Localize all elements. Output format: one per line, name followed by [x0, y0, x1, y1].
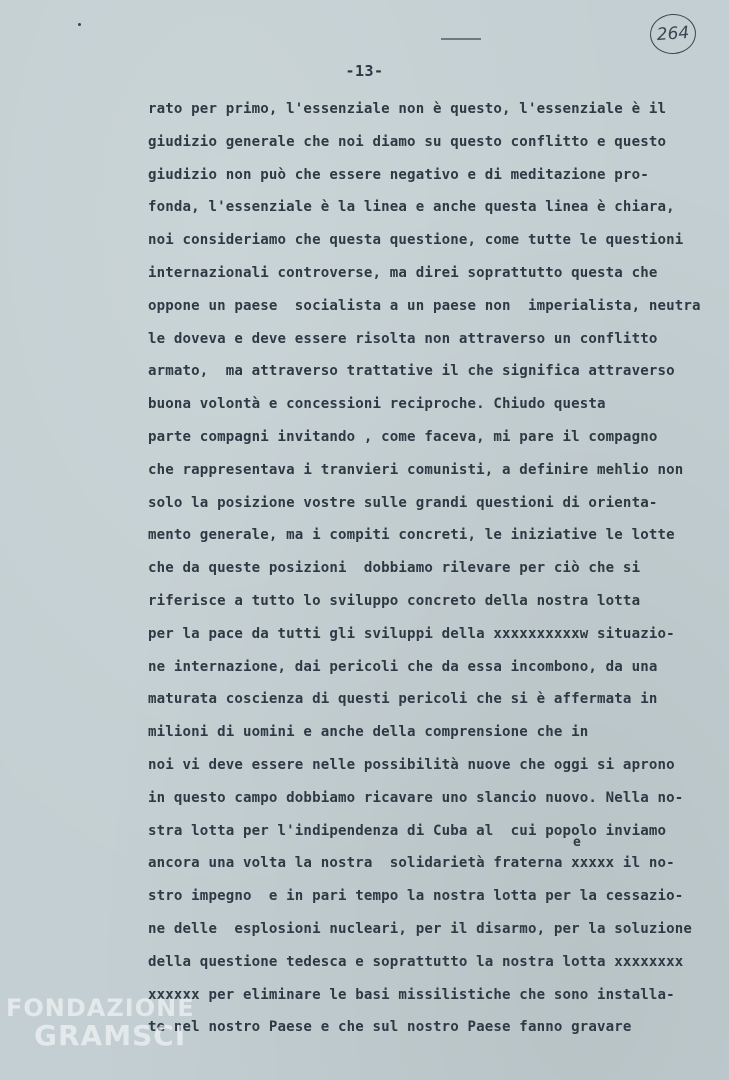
ink-dot — [78, 23, 81, 26]
watermark-line-1: FONDAZIONE — [6, 994, 195, 1022]
top-rule — [441, 38, 481, 40]
text-line: xxxxxx per eliminare le basi missilistiche che sono installa- — [148, 986, 675, 1003]
text-line: te nel nostro Paese e che sul nostro Paese fanno gravare — [148, 1019, 632, 1036]
text-line: buona volontà e concessioni reciproche. Chiudo questa — [148, 396, 606, 413]
typed-text — [148, 93, 728, 1044]
text-line: ancora una volta la nostra solidarietà fraterna xxxxx il no- — [148, 855, 675, 872]
text-line: in questo campo dobbiamo ricavare uno slancio nuovo. Nella no- — [148, 789, 684, 806]
text-line: fonda, l'essenziale è la linea e anche questa linea è chiara, — [148, 199, 675, 216]
interlinear-correction: e — [573, 835, 581, 850]
text-line: riferisce a tutto lo sviluppo concreto della nostra lotta — [148, 592, 641, 609]
text-line: mento generale, ma i compiti concreti, le iniziative le lotte — [148, 527, 675, 544]
text-line: rato per primo, l'essenziale non è questo, l'essenziale è il — [148, 101, 667, 117]
text-line: noi vi deve essere nelle possibilità nuove che oggi si aprono — [148, 756, 675, 773]
text-line: internazionali controverse, ma direi soprattutto questa che — [148, 264, 658, 281]
text-line: parte compagni invitando , come faceva, mi pare il compagno — [148, 428, 658, 445]
text-line: maturata coscienza di questi pericoli che si è affermata in — [148, 691, 658, 708]
text-line: giudizio non può che essere negativo e di meditazione pro- — [148, 166, 649, 183]
text-line: oppone un paese socialista a un paese non imperialista, neutra — [148, 297, 701, 314]
text-line: noi consideriamo che questa questione, come tutte le questioni — [148, 232, 684, 249]
text-line: ne delle esplosioni nucleari, per il disarmo, per la soluzione — [148, 920, 693, 937]
text-line: ne internazione, dai pericoli che da essa incombono, da una — [148, 658, 658, 675]
text-line: solo la posizione vostre sulle grandi questioni di orienta- — [148, 494, 658, 511]
text-line: stra lotta per l'indipendenza di Cuba al cui popolo inviamo — [148, 822, 667, 839]
text-line: armato, ma attraverso trattative il che significa attraverso — [148, 363, 675, 380]
text-line: milioni di uomini e anche della comprensione che in — [148, 724, 589, 741]
text-line: della questione tedesca e soprattutto la nostra lotta xxxxxxxx — [148, 953, 684, 970]
text-line: le doveva e deve essere risolta non attraverso un conflitto — [148, 330, 658, 347]
archive-stamp: 264 — [649, 12, 698, 55]
text-line: giudizio generale che noi diamo su questo conflitto e questo — [148, 133, 667, 150]
watermark-line-2: GRAMSCI — [34, 1019, 187, 1052]
text-line: per la pace da tutti gli sviluppi della xxxxxxxxxxw situazio- — [148, 625, 675, 642]
watermark-logo — [6, 996, 195, 1050]
text-line: stro impegno e in pari tempo la nostra lotta per la cessazio- — [148, 888, 684, 905]
text-line: che da queste posizioni dobbiamo rilevare per ciò che si — [148, 560, 641, 577]
page-number: -13- — [345, 62, 384, 80]
text-line: che rappresentava i tranvieri comunisti, a definire mehlio non — [148, 461, 684, 478]
